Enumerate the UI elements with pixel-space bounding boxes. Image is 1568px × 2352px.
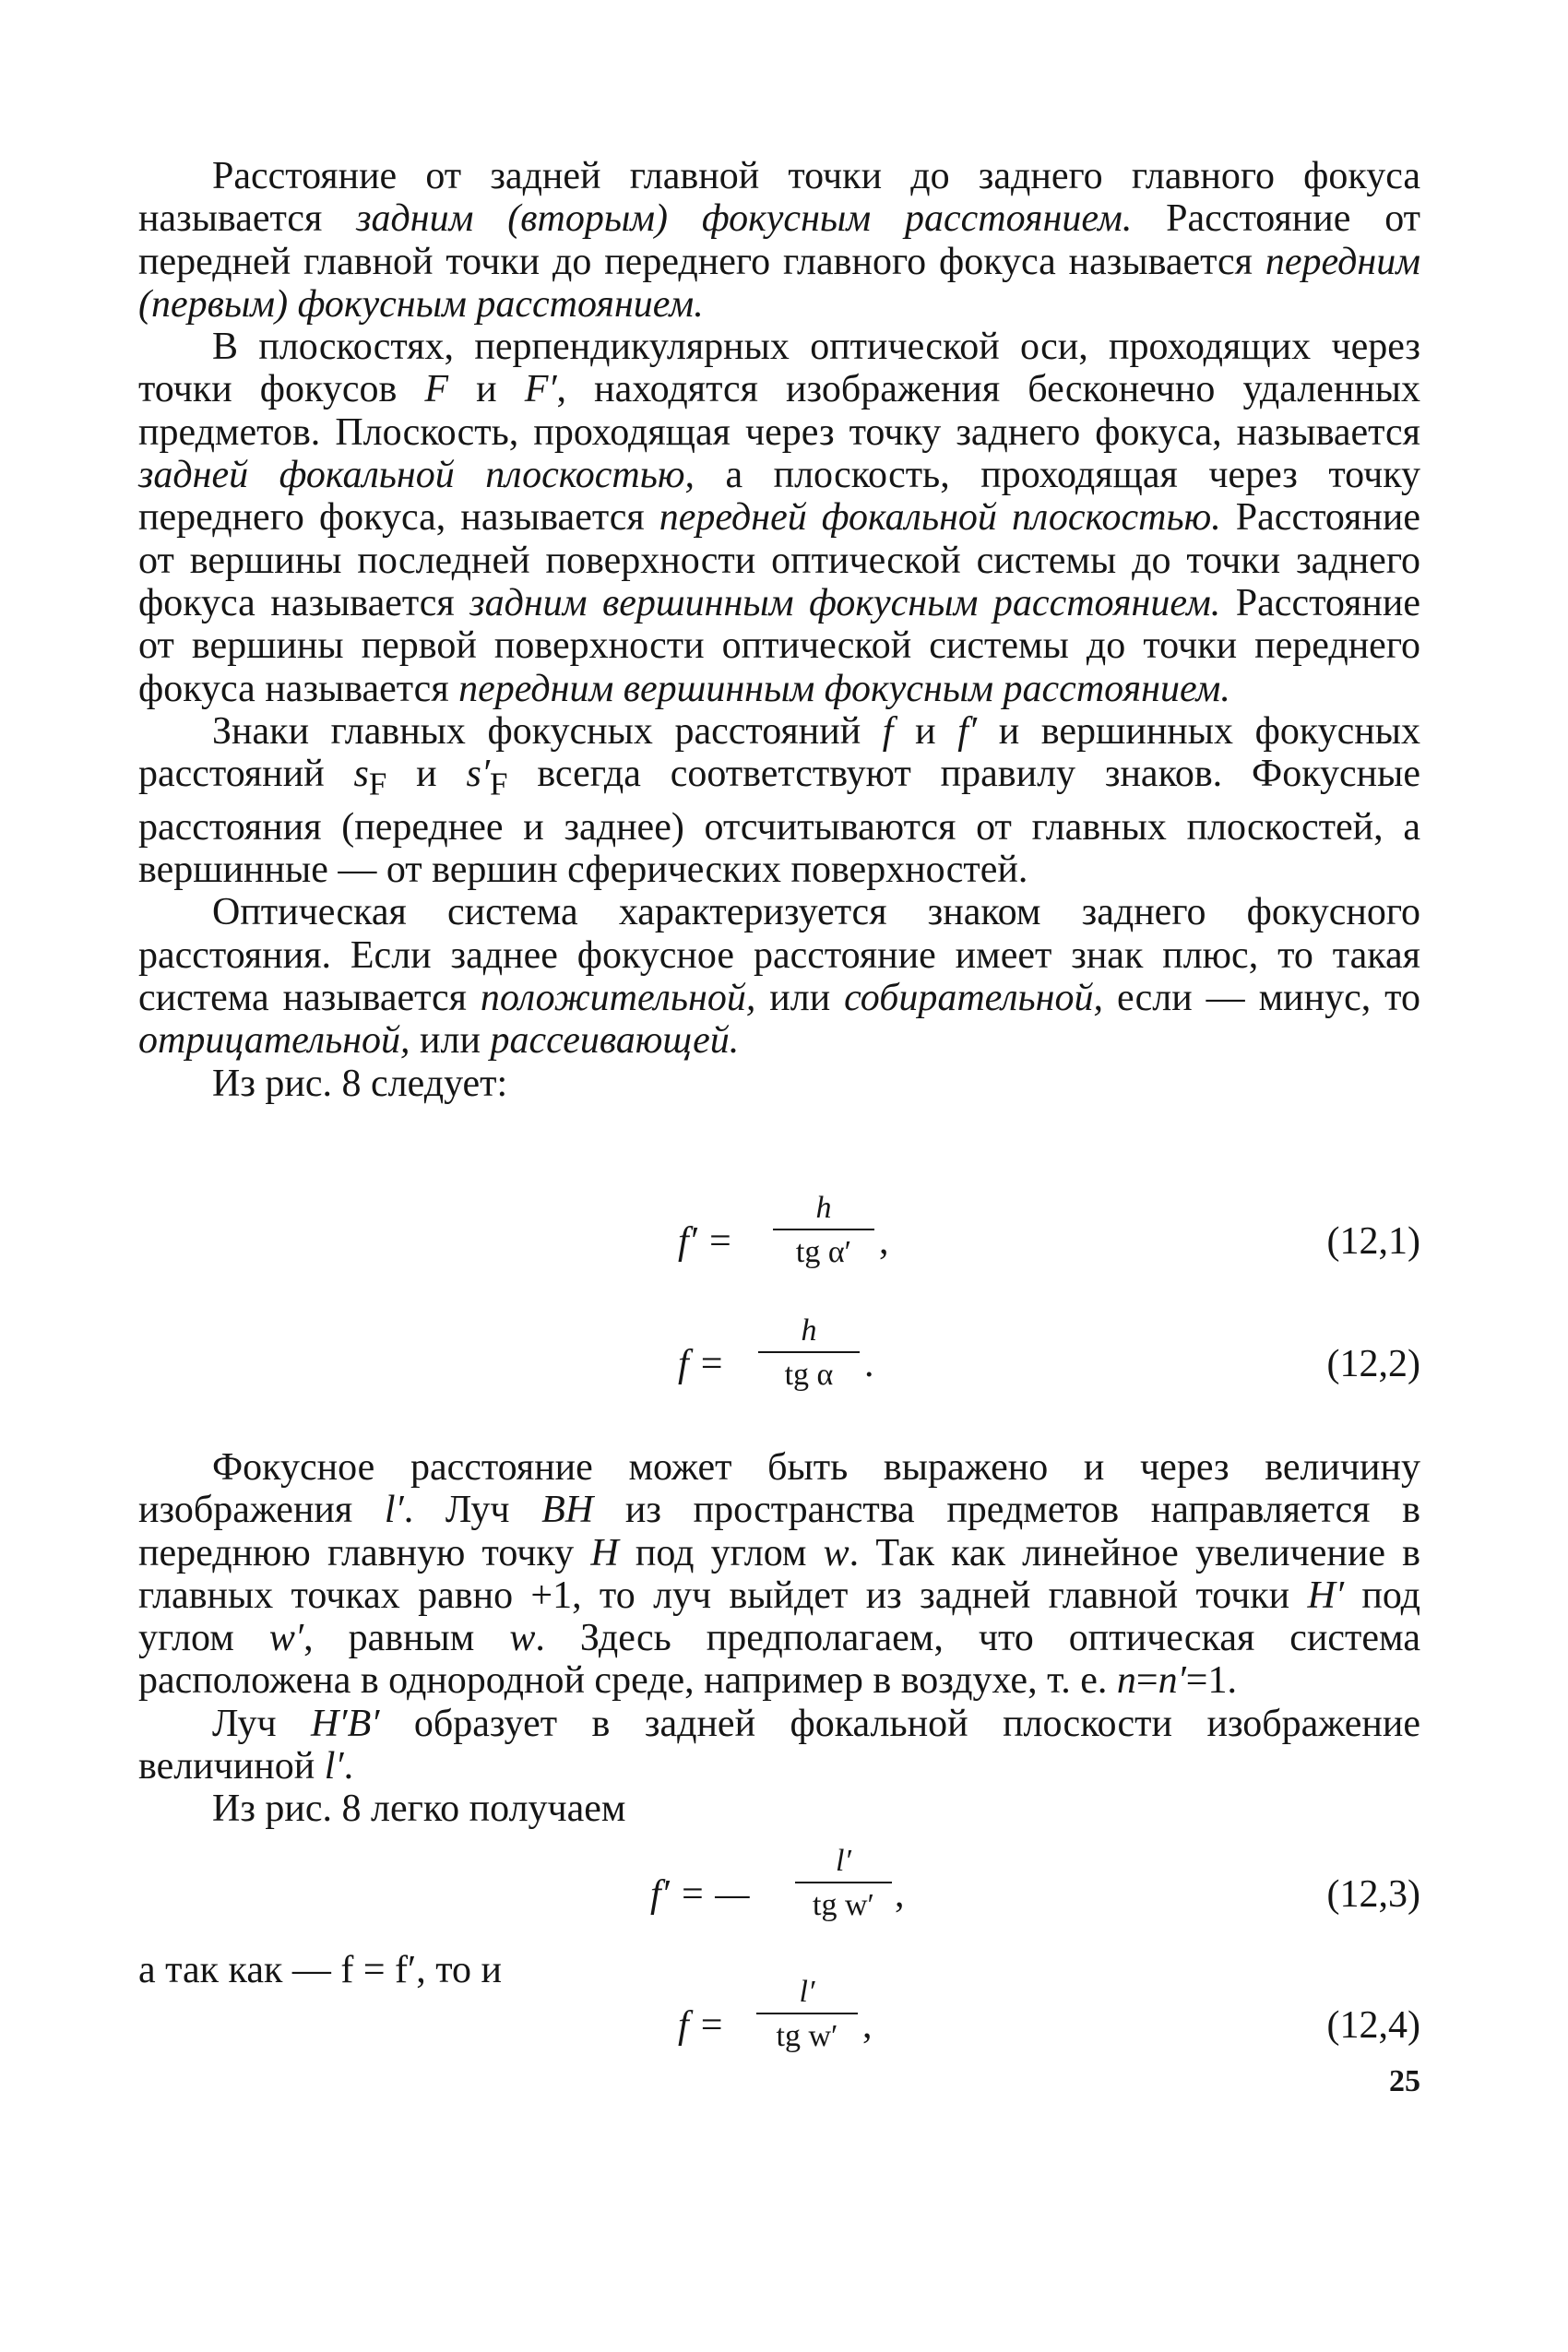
italic-run: w <box>509 1617 536 1660</box>
equation-punct: , <box>895 1873 905 1916</box>
text-run: если — минус, то <box>1103 977 1420 1020</box>
italic-run: задней фокальной плоскостью, <box>138 454 695 497</box>
equation-punct: , <box>862 2004 873 2047</box>
subscript-run: F <box>490 766 508 802</box>
italic-run: H <box>590 1531 619 1574</box>
equation-number: (12,3) <box>1326 1873 1420 1916</box>
fraction-numerator: h <box>815 1191 832 1225</box>
text-run: под углом <box>138 1574 1420 1660</box>
fraction-bar <box>756 2013 858 2014</box>
italic-run: положительной, <box>480 977 756 1020</box>
text-run: Расстояние от задней главной точки до заднего главного фокуса называется <box>138 155 1420 241</box>
equation-number: (12,4) <box>1326 2004 1420 2047</box>
italic-run: F′ <box>524 368 557 411</box>
fraction-bar <box>773 1229 874 1230</box>
equation-number: (12,1) <box>1326 1220 1420 1263</box>
text-run: Расстояние от передней главной точки до переднего главного фокуса называется <box>138 197 1420 283</box>
paragraph-7 <box>138 1703 1420 1788</box>
text-run: Фокусное расстояние может быть выражено и через величину изображения <box>138 1446 1420 1532</box>
text-run: всегда соответствуют правилу знаков. Фокусные расстояния (переднее и заднее) отсчитываются от главных плоскостей, а вершинные — от вершин сферических поверхностей. <box>138 753 1420 892</box>
italic-run: l′ <box>324 1745 344 1788</box>
text-run: . Луч <box>403 1489 542 1532</box>
fraction-denominator: tg w′ <box>776 2019 838 2053</box>
text-run: . <box>343 1745 354 1788</box>
text-run: =1. <box>1185 1659 1237 1703</box>
paragraph-4 <box>138 891 1420 1062</box>
text-run: из пространства предметов направляется в переднюю главную точку <box>138 1489 1420 1574</box>
text-run: образует в задней фокальной плоскости изображение величиной <box>138 1702 1420 1788</box>
text-run: . Здесь предполагаем, что оптическая система расположена в однородной среде, например в воздухе, т. е. <box>138 1617 1420 1703</box>
fraction-numerator: l′ <box>836 1844 851 1878</box>
text-run: , находятся изображения бесконечно удаленных предметов. Плоскость, проходящая через точку заднего фокуса, называется <box>138 368 1420 454</box>
italic-run: w <box>823 1531 849 1574</box>
italic-run: f′ <box>957 709 978 753</box>
text-run: или <box>410 1019 491 1063</box>
text-run: Луч <box>212 1702 312 1745</box>
text-run: Расстояние от вершины последней поверхности оптической системы до точки заднего фокуса называется <box>138 496 1420 624</box>
italic-run: задним вершинным фокусным расстоянием. <box>469 581 1221 624</box>
italic-run: H′B′ <box>311 1702 380 1745</box>
italic-run: собирательной, <box>844 977 1104 1020</box>
equation-fraction <box>756 1974 858 2055</box>
paragraph-8 <box>138 1788 1420 1830</box>
equation-lhs: f = <box>678 1343 725 1385</box>
italic-run: передней фокальной плоскостью. <box>659 496 1221 540</box>
inline-text: а так как — f = f′, то и <box>138 1949 502 1991</box>
text-run: В плоскостях, перпендикулярных оптической оси, проходящих через точки фокусов <box>138 326 1420 411</box>
text-run: и вершинных фокусных расстояний <box>138 709 1420 796</box>
italic-run: передним (первым) фокусным расстоянием. <box>138 240 1420 326</box>
text-run: Знаки главных фокусных расстояний <box>212 709 883 753</box>
equation-punct: . <box>864 1343 874 1385</box>
equation-number: (12,2) <box>1326 1343 1420 1385</box>
paragraph-5 <box>138 1063 1420 1105</box>
fraction-denominator: tg α <box>784 1358 834 1392</box>
italic-run: задним (вторым) фокусным расстоянием. <box>356 197 1133 241</box>
italic-run: рассеивающей. <box>490 1019 740 1063</box>
italic-run: F <box>424 368 449 411</box>
equation-fraction <box>773 1190 874 1271</box>
text-block-middle <box>138 1446 1420 1831</box>
italic-run: l′ <box>384 1489 404 1532</box>
fraction-denominator: tg w′ <box>813 1888 874 1922</box>
equation-lhs: f′ = <box>678 1220 733 1263</box>
italic-run: n <box>1116 1659 1136 1703</box>
paragraph-1 <box>138 155 1420 326</box>
fraction-bar <box>758 1351 860 1353</box>
italic-run: H′ <box>1307 1574 1345 1617</box>
italic-run: s′ <box>466 753 491 796</box>
equation-lhs: f = <box>678 2004 725 2047</box>
paragraph-6 <box>138 1446 1420 1703</box>
equation-fraction <box>795 1843 892 1924</box>
subscript-run: F <box>368 766 387 802</box>
equation-fraction <box>758 1313 860 1394</box>
italic-run: передним вершинным фокусным расстоянием. <box>458 667 1230 710</box>
fraction-numerator: l′ <box>799 1975 815 2009</box>
italic-run: BH <box>541 1489 594 1532</box>
paragraph-2 <box>138 326 1420 710</box>
italic-run: w′ <box>268 1617 304 1660</box>
text-run: . Так как линейное увеличение в главных точках равно +1, то луч выйдет из задней главной точки <box>138 1531 1420 1617</box>
italic-run: f <box>882 709 894 753</box>
text-run: или <box>755 977 845 1020</box>
text-run: Расстояние от вершины первой поверхности оптической системы до точки переднего фокуса называется <box>138 581 1420 710</box>
text-run: а плоскость, проходящая через точку переднего фокуса, называется <box>138 454 1421 540</box>
italic-run: отрицательной, <box>138 1019 410 1063</box>
fraction-numerator: h <box>801 1313 817 1348</box>
text-run: под углом <box>618 1531 824 1574</box>
fraction-bar <box>795 1882 892 1883</box>
text-run: и <box>893 709 958 753</box>
italic-run: s <box>353 753 369 796</box>
text-run: , равным <box>303 1617 510 1660</box>
page-number: 25 <box>1389 2064 1420 2098</box>
text-run: и <box>386 753 467 796</box>
fraction-denominator: tg α′ <box>795 1235 852 1269</box>
text-run: Из рис. 8 следует: <box>212 1062 508 1105</box>
text-run: = <box>1135 1659 1158 1703</box>
italic-run: n′ <box>1158 1659 1186 1703</box>
text-run: Оптическая система характеризуется знаком заднего фокусного расстояния. Если заднее фокусное расстояние имеет знак плюс, то такая система называется <box>138 891 1420 1020</box>
text-run: и <box>448 368 525 411</box>
text-block-top <box>138 155 1420 1105</box>
text-run: Из рис. 8 легко получаем <box>212 1788 626 1831</box>
equation-punct: , <box>879 1220 889 1263</box>
equation-lhs: f′ = — <box>650 1873 750 1916</box>
paragraph-3 <box>138 710 1420 892</box>
